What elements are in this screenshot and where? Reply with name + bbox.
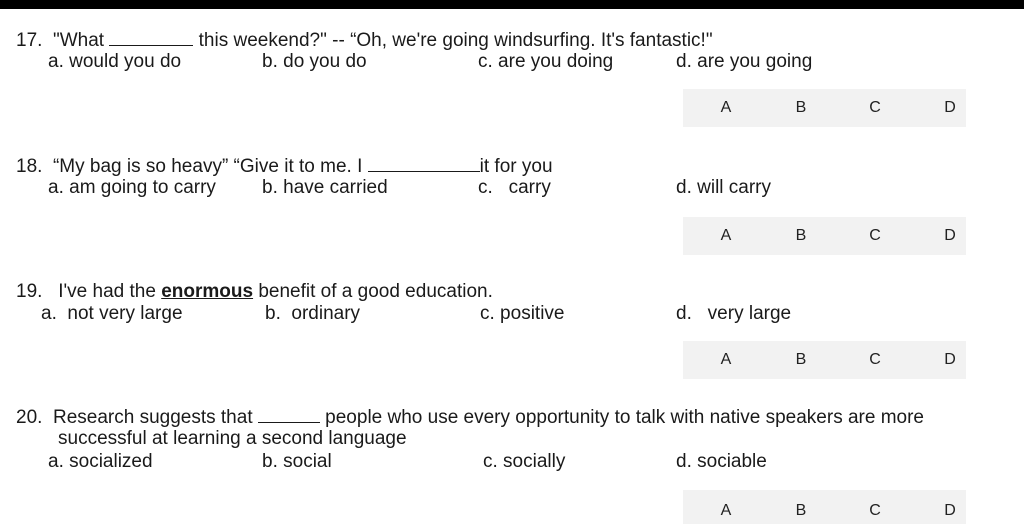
answer-choice-bar bbox=[683, 89, 966, 127]
answer-blank bbox=[368, 154, 480, 172]
answer-choice-a[interactable]: A bbox=[720, 227, 732, 244]
stem-text-before: “My bag is so heavy” “Give it to me. I bbox=[52, 156, 363, 177]
answer-choice-d[interactable]: D bbox=[944, 351, 956, 368]
answer-choice-a[interactable]: A bbox=[720, 502, 732, 519]
question-stem bbox=[16, 281, 493, 303]
answer-choice-b[interactable]: B bbox=[795, 502, 807, 519]
option-a: a. not very large bbox=[41, 303, 183, 324]
stem-text-before: I've had the bbox=[58, 281, 156, 302]
option-b: b. ordinary bbox=[265, 303, 361, 324]
question-stem-line-2: successful at learning a second language bbox=[58, 428, 407, 449]
option-b: b. have carried bbox=[262, 177, 388, 198]
stem-text-after: people who use every opportunity to talk with native speakers are more bbox=[325, 407, 924, 428]
answer-choice-d[interactable]: D bbox=[944, 227, 956, 244]
question-stem bbox=[16, 154, 553, 178]
option-d: d. will carry bbox=[676, 177, 772, 198]
option-d: d. sociable bbox=[676, 451, 767, 472]
question-number: 20. bbox=[16, 407, 43, 428]
option-a: a. would you do bbox=[48, 51, 182, 72]
option-d: d. are you going bbox=[676, 51, 813, 72]
option-c: c. positive bbox=[480, 303, 565, 324]
option-b: b. social bbox=[262, 451, 332, 472]
answer-choice-a[interactable]: A bbox=[720, 351, 732, 368]
answer-choice-c[interactable]: C bbox=[869, 227, 881, 244]
question-stem bbox=[16, 405, 924, 429]
answer-choice-b[interactable]: B bbox=[795, 99, 807, 116]
option-b: b. do you do bbox=[262, 51, 367, 72]
answer-choice-bar bbox=[683, 490, 966, 524]
option-c: c. are you doing bbox=[478, 51, 614, 72]
answer-choice-b[interactable]: B bbox=[795, 351, 807, 368]
question-number: 18. bbox=[16, 156, 43, 177]
stem-text-before: "What bbox=[52, 30, 105, 51]
answer-choice-c[interactable]: C bbox=[869, 351, 881, 368]
question-number: 17. bbox=[16, 30, 43, 51]
answer-choice-a[interactable]: A bbox=[720, 99, 732, 116]
answer-choice-d[interactable]: D bbox=[944, 502, 956, 519]
stem-text-before: Research suggests that bbox=[52, 407, 253, 428]
answer-choice-c[interactable]: C bbox=[869, 99, 881, 116]
option-a: a. socialized bbox=[48, 451, 153, 472]
emphasized-word: enormous bbox=[161, 281, 254, 302]
question-number: 19. bbox=[16, 281, 43, 302]
option-c: c. socially bbox=[483, 451, 566, 472]
answer-choice-b[interactable]: B bbox=[795, 227, 807, 244]
answer-choice-c[interactable]: C bbox=[869, 502, 881, 519]
question-stem bbox=[16, 28, 713, 52]
stem-text-after: this weekend?" -- “Oh, we're going windsurfing. It's fantastic!" bbox=[198, 30, 713, 51]
top-border bbox=[0, 0, 1024, 9]
stem-text-after: benefit of a good education. bbox=[258, 281, 493, 302]
answer-choice-bar bbox=[683, 341, 966, 379]
answer-blank bbox=[258, 405, 320, 423]
stem-text-after: it for you bbox=[479, 156, 553, 177]
answer-choice-d[interactable]: D bbox=[944, 99, 956, 116]
answer-choice-bar bbox=[683, 217, 966, 255]
option-c: c. carry bbox=[478, 177, 551, 198]
option-a: a. am going to carry bbox=[48, 177, 216, 198]
answer-blank bbox=[109, 28, 193, 46]
option-d: d. very large bbox=[676, 303, 792, 324]
